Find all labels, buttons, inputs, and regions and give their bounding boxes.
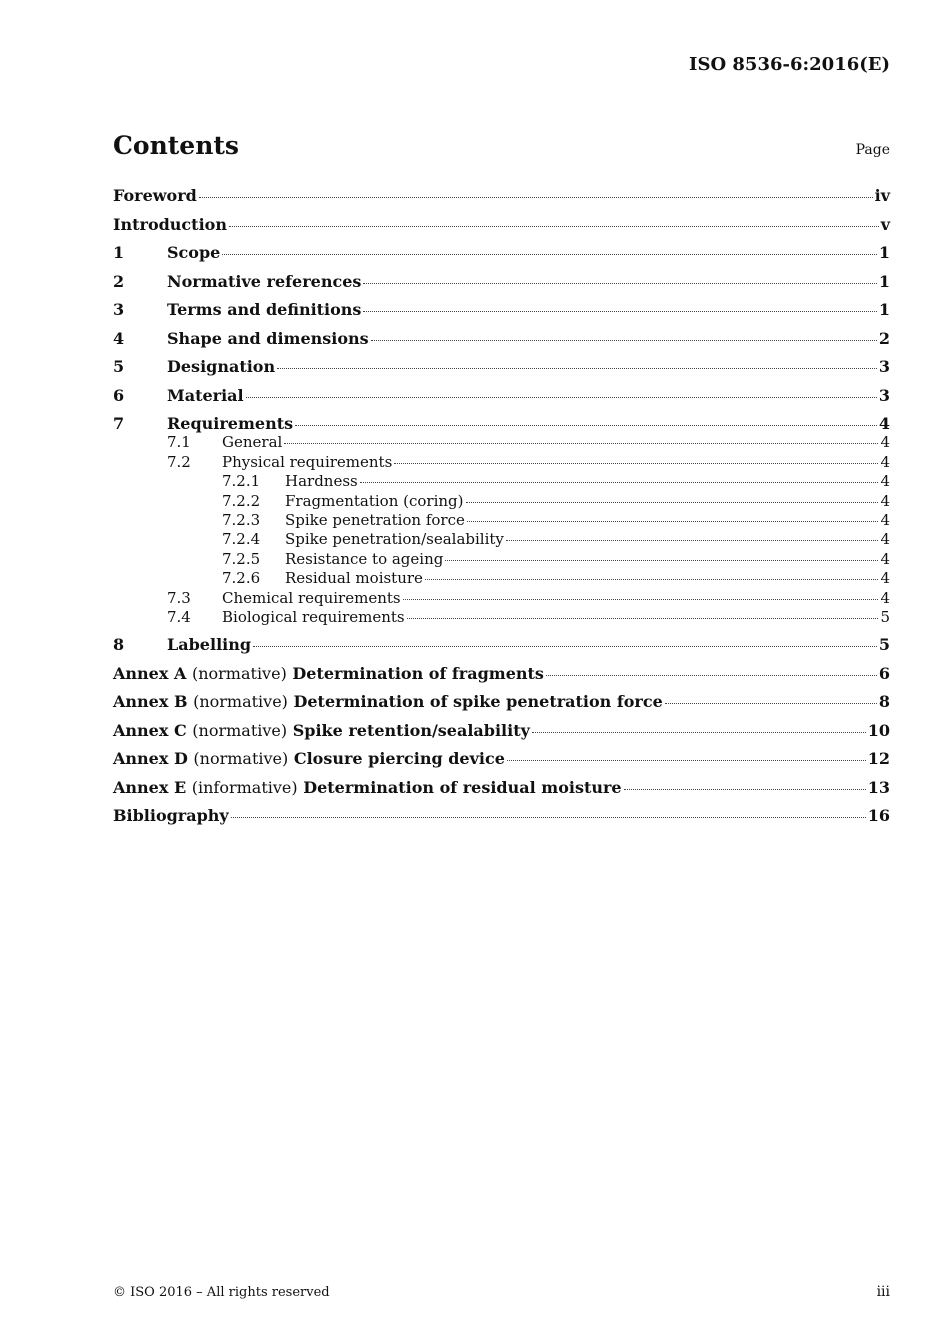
toc-page: 12 <box>867 749 890 769</box>
dot-leader <box>403 599 879 600</box>
dot-leader <box>199 197 873 198</box>
toc-title: Bibliography <box>113 806 229 826</box>
toc-number: 7.1 <box>167 433 191 452</box>
copyright-notice: © ISO 2016 – All rights reserved <box>113 1285 330 1300</box>
toc-entry-7-2-1[interactable] <box>113 472 890 491</box>
toc-entry-7-2-3[interactable] <box>113 511 890 530</box>
annex-type: (informative) <box>191 777 298 797</box>
toc-entry-introduction[interactable] <box>113 215 890 244</box>
toc-title: Normative references <box>167 271 362 291</box>
dot-leader <box>295 425 877 426</box>
toc-entry-annex-e[interactable] <box>113 778 890 807</box>
toc-entry-4[interactable] <box>113 329 890 358</box>
table-of-contents <box>113 186 890 835</box>
toc-title: Terms and definitions <box>167 300 362 319</box>
toc-page: 1 <box>878 243 890 262</box>
toc-entry-6[interactable] <box>113 386 890 415</box>
toc-title: Spike penetration force <box>285 510 465 529</box>
dot-leader <box>506 540 879 541</box>
toc-title: Designation <box>167 357 276 376</box>
toc-page: 4 <box>880 491 890 510</box>
toc-title: Requirements <box>167 414 294 433</box>
toc-number: 7.4 <box>167 607 191 626</box>
toc-page: 4 <box>880 452 890 471</box>
toc-title: Physical requirements <box>222 452 393 471</box>
dot-leader <box>467 521 879 522</box>
toc-title: Determination of residual moisture <box>303 777 622 797</box>
toc-page: v <box>880 214 890 234</box>
toc-page: 16 <box>867 806 890 826</box>
toc-entry-7-3[interactable] <box>113 589 890 608</box>
toc-number: 6 <box>113 385 125 405</box>
toc-entry-7-2-2[interactable] <box>113 492 890 511</box>
dot-leader <box>407 618 879 619</box>
dot-leader <box>222 254 877 255</box>
dot-leader <box>229 226 879 227</box>
dot-leader <box>425 579 879 580</box>
annex-label: Annex B <box>113 692 188 712</box>
toc-page: 4 <box>880 569 890 588</box>
toc-page: 5 <box>880 607 890 626</box>
toc-title: Determination of fragments <box>292 663 544 683</box>
toc-title: Foreword <box>113 186 197 205</box>
toc-number: 7.2.3 <box>222 510 261 529</box>
contents-title: Contents <box>113 131 240 160</box>
toc-page: 1 <box>878 271 890 291</box>
toc-entry-annex-d[interactable] <box>113 749 890 778</box>
toc-number: 3 <box>113 300 125 319</box>
dot-leader <box>466 502 879 503</box>
toc-title: Labelling <box>167 635 252 655</box>
dot-leader <box>253 646 877 647</box>
dot-leader <box>624 789 866 790</box>
toc-number: 1 <box>113 243 125 262</box>
toc-entry-5[interactable] <box>113 357 890 386</box>
toc-number: 7.2.2 <box>222 491 261 510</box>
page-column-label: Page <box>855 142 890 158</box>
toc-title: Biological requirements <box>222 607 405 626</box>
annex-label: Annex D <box>113 749 188 769</box>
annex-type: (normative) <box>193 692 288 712</box>
toc-entry-7-2-4[interactable] <box>113 530 890 549</box>
toc-page: iv <box>874 186 890 205</box>
toc-page: 3 <box>878 385 890 405</box>
toc-number: 7.2.6 <box>222 569 261 588</box>
toc-entry-annex-a[interactable] <box>113 664 890 693</box>
toc-page: 5 <box>878 635 890 655</box>
toc-title: Spike retention/sealability <box>292 720 530 740</box>
toc-number: 4 <box>113 328 125 348</box>
toc-entry-7[interactable] <box>113 414 890 433</box>
toc-number: 8 <box>113 635 125 655</box>
dot-leader <box>231 817 866 818</box>
toc-title: General <box>222 433 283 452</box>
annex-type: (normative) <box>191 663 287 683</box>
toc-entry-bibliography[interactable] <box>113 806 890 835</box>
toc-number: 7 <box>113 414 125 433</box>
toc-entry-7-2-5[interactable] <box>113 550 890 569</box>
toc-entry-7-1[interactable] <box>113 433 890 452</box>
toc-entry-2[interactable] <box>113 272 890 301</box>
annex-label: Annex A <box>113 663 187 683</box>
annex-label: Annex C <box>113 720 187 740</box>
dot-leader <box>445 560 878 561</box>
toc-title: Closure piercing device <box>293 749 505 769</box>
toc-page: 1 <box>878 300 890 319</box>
toc-page: 4 <box>880 549 890 568</box>
toc-entry-7-2-6[interactable] <box>113 569 890 588</box>
dot-leader <box>363 283 876 284</box>
toc-entry-7-2[interactable] <box>113 453 890 472</box>
dot-leader <box>363 311 876 312</box>
toc-title: Determination of spike penetration force <box>293 692 663 712</box>
toc-title: Fragmentation (coring) <box>285 491 464 510</box>
annex-type: (normative) <box>192 720 288 740</box>
toc-page: 4 <box>880 588 890 607</box>
toc-number: 7.2.5 <box>222 549 261 568</box>
toc-title: Shape and dimensions <box>167 328 369 348</box>
document-id: ISO 8536-6:2016(E) <box>689 54 890 75</box>
dot-leader <box>546 675 877 676</box>
toc-title: Chemical requirements <box>222 588 401 607</box>
toc-entry-annex-c[interactable] <box>113 721 890 750</box>
dot-leader <box>360 482 879 483</box>
toc-page: 13 <box>867 777 890 797</box>
toc-entry-annex-b[interactable] <box>113 692 890 721</box>
toc-page: 2 <box>878 328 890 348</box>
toc-title: Material <box>167 385 244 405</box>
toc-number: 7.3 <box>167 588 191 607</box>
toc-entry-7-4[interactable] <box>113 608 890 627</box>
toc-number: 2 <box>113 271 125 291</box>
toc-number: 7.2.4 <box>222 530 261 549</box>
toc-number: 7.2.1 <box>222 472 261 491</box>
toc-entry-1[interactable] <box>113 243 890 272</box>
toc-entry-3[interactable] <box>113 300 890 329</box>
toc-entry-8[interactable] <box>113 635 890 664</box>
toc-page: 4 <box>880 433 890 452</box>
toc-entry-foreword[interactable] <box>113 186 890 215</box>
dot-leader <box>532 732 866 733</box>
toc-page: 4 <box>878 414 890 433</box>
dot-leader <box>394 463 878 464</box>
dot-leader <box>507 760 866 761</box>
dot-leader <box>665 703 877 704</box>
toc-number: 5 <box>113 357 125 376</box>
toc-number: 7.2 <box>167 452 191 471</box>
toc-title: Spike penetration/sealability <box>285 530 504 549</box>
toc-page: 10 <box>867 720 890 740</box>
toc-title: Hardness <box>285 472 358 491</box>
dot-leader <box>371 340 877 341</box>
page-number: iii <box>876 1284 890 1300</box>
toc-page: 3 <box>878 357 890 376</box>
toc-page: 4 <box>880 530 890 549</box>
toc-title: Resistance to ageing <box>285 549 444 568</box>
toc-title: Residual moisture <box>285 569 423 588</box>
toc-page: 4 <box>880 472 890 491</box>
toc-page: 8 <box>878 692 890 712</box>
annex-type: (normative) <box>193 749 289 769</box>
dot-leader <box>277 368 877 369</box>
dot-leader <box>246 397 877 398</box>
toc-page: 6 <box>878 663 890 683</box>
annex-label: Annex E <box>113 777 187 797</box>
toc-title: Scope <box>167 243 221 262</box>
toc-title: Introduction <box>113 214 227 234</box>
toc-page: 4 <box>880 510 890 529</box>
dot-leader <box>284 443 878 444</box>
